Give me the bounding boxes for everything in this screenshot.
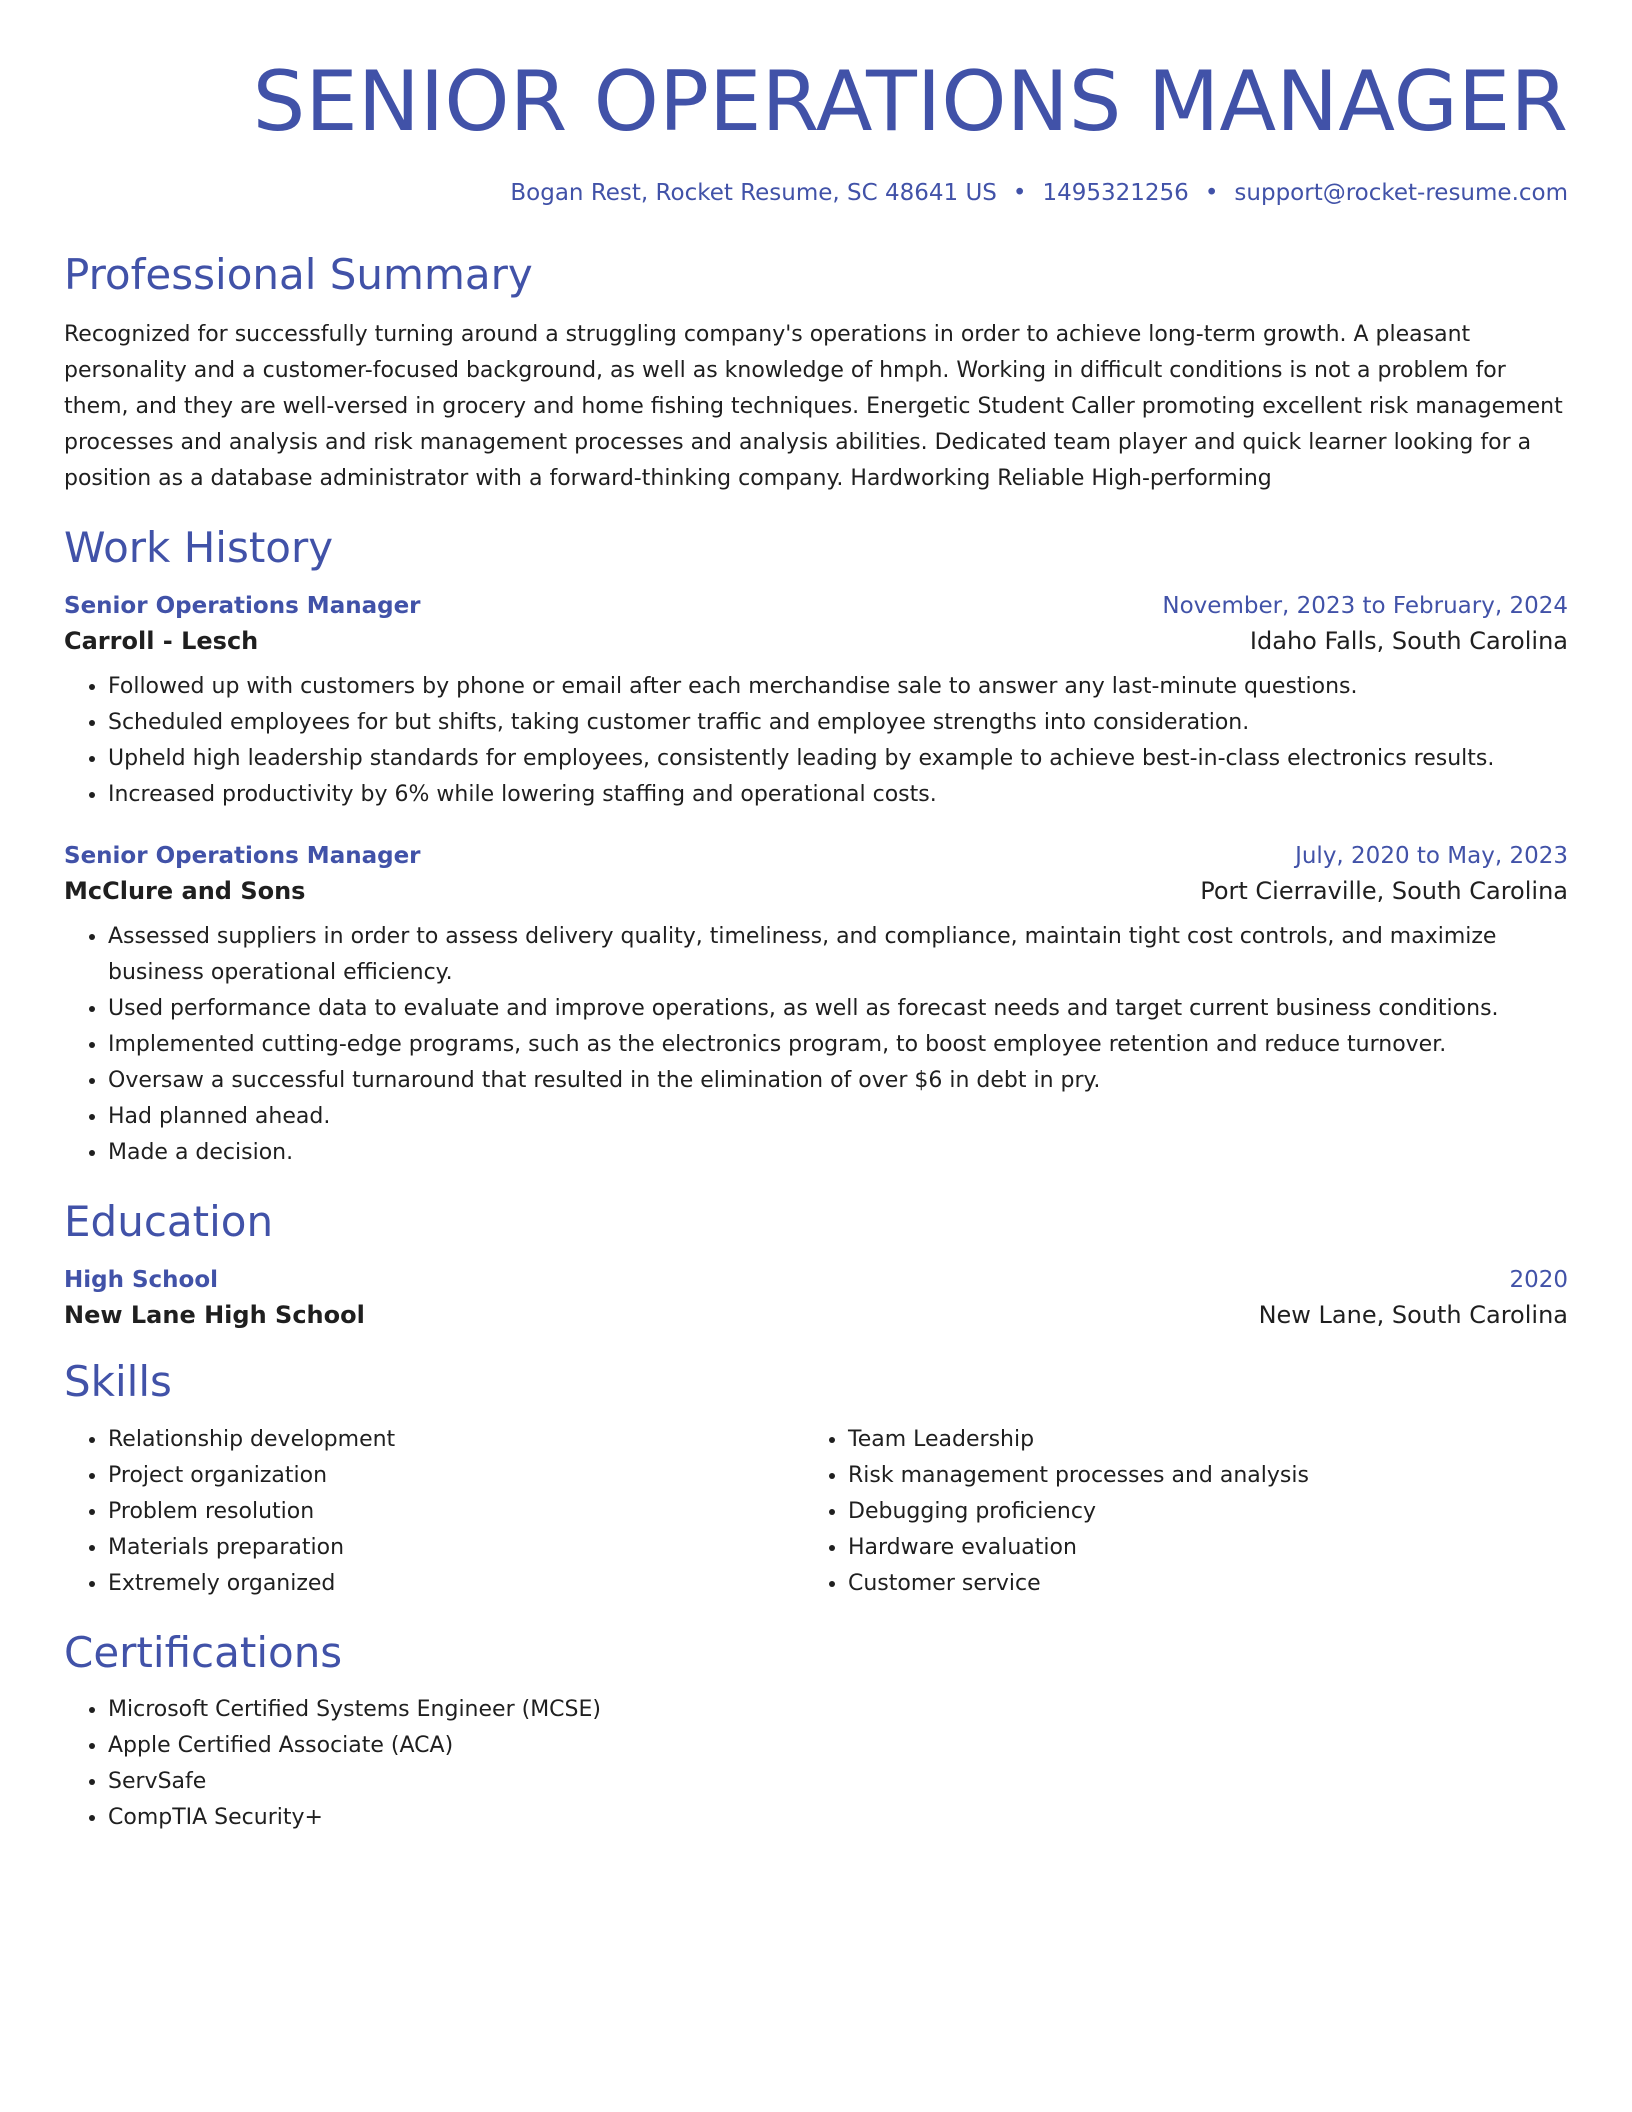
job-location: Idaho Falls, South Carolina bbox=[1249, 627, 1568, 656]
job-header bbox=[64, 593, 1568, 619]
list-item: • Microsoft Certified Systems Engineer (MCSE) bbox=[108, 1692, 1568, 1728]
list-item: • Had planned ahead. bbox=[108, 1099, 1568, 1135]
list-item: • Problem resolution bbox=[108, 1494, 804, 1530]
work-history-heading: Work History bbox=[64, 522, 334, 572]
skills-heading: Skills bbox=[64, 1357, 172, 1407]
summary-heading: Professional Summary bbox=[64, 250, 533, 300]
list-item: • Extremely organized bbox=[108, 1566, 804, 1602]
job-subheader bbox=[64, 627, 1568, 655]
skills-column-right bbox=[804, 1422, 1544, 1602]
list-item: • Project organization bbox=[108, 1458, 804, 1494]
contact-separator: • bbox=[1012, 180, 1027, 207]
job-role: Senior Operations Manager bbox=[64, 843, 421, 870]
list-item: • Implemented cutting-edge programs, such as the electronics program, to boost employee retention and reduce turnover. bbox=[108, 1027, 1568, 1063]
list-item: • Oversaw a successful turnaround that resulted in the elimination of over $6 in debt in pry. bbox=[108, 1063, 1568, 1099]
job-location: Port Cierraville, South Carolina bbox=[1200, 877, 1568, 906]
contact-separator: • bbox=[1204, 180, 1219, 207]
skills-column-left bbox=[64, 1422, 804, 1602]
list-item: • Scheduled employees for but shifts, taking customer traffic and employee strengths into consideration. bbox=[108, 705, 1568, 741]
list-item: • Customer service bbox=[848, 1566, 1544, 1602]
job-dates: July, 2020 to May, 2023 bbox=[1295, 843, 1568, 870]
list-item: • Risk management processes and analysis bbox=[848, 1458, 1544, 1494]
list-item: • Increased productivity by 6% while lowering staffing and operational costs. bbox=[108, 777, 1568, 813]
job-header bbox=[64, 843, 1568, 869]
list-item: • Relationship development bbox=[108, 1422, 804, 1458]
resume-title: SENIOR OPERATIONS MANAGER bbox=[252, 53, 1568, 150]
job-entry bbox=[64, 843, 1568, 1171]
list-item: • Materials preparation bbox=[108, 1530, 804, 1566]
job-bullets bbox=[64, 919, 1568, 1171]
education-location: New Lane, South Carolina bbox=[1258, 1301, 1568, 1330]
contact-phone: 1495321256 bbox=[1042, 180, 1189, 207]
certifications-heading: Certifications bbox=[64, 1627, 343, 1677]
list-item: • Upheld high leadership standards for employees, consistently leading by example to achieve best-in-class electronics results. bbox=[108, 741, 1568, 777]
list-item: • Team Leadership bbox=[848, 1422, 1544, 1458]
list-item: • Hardware evaluation bbox=[848, 1530, 1544, 1566]
education-header bbox=[64, 1267, 1568, 1293]
summary-text: Recognized for successfully turning around a struggling company's operations in order to achieve long-term growth. A pleasant personality and a customer-focused background, as well as knowledge of hmph. Working in difficult conditions is not a problem for them, and they are well-versed in grocery and home fishing techniques. Energetic Student Caller promoting excellent risk management processes and analysis and risk management processes and analysis abilities. Dedicated team player and quick learner looking for a position as a database administrator with a forward-thinking company. Hardworking Reliable High-performing bbox=[64, 321, 1563, 491]
list-item: • Used performance data to evaluate and improve operations, as well as forecast needs and target current business conditions. bbox=[108, 991, 1568, 1027]
list-item: • Assessed suppliers in order to assess delivery quality, timeliness, and compliance, maintain tight cost controls, and maximize business operational efficiency. bbox=[108, 919, 1568, 991]
contact-line bbox=[64, 180, 1568, 206]
skills-list bbox=[804, 1422, 1544, 1602]
job-company: McClure and Sons bbox=[64, 877, 306, 906]
certifications-list bbox=[64, 1692, 1568, 1836]
skills-list bbox=[64, 1422, 804, 1602]
education-school: New Lane High School bbox=[64, 1301, 365, 1330]
education-subheader bbox=[64, 1301, 1568, 1329]
job-role: Senior Operations Manager bbox=[64, 593, 421, 620]
job-entry bbox=[64, 593, 1568, 813]
list-item: • CompTIA Security+ bbox=[108, 1800, 1568, 1836]
contact-address: Bogan Rest, Rocket Resume, SC 48641 US bbox=[510, 180, 997, 207]
education-heading: Education bbox=[64, 1197, 274, 1247]
job-company: Carroll - Lesch bbox=[64, 627, 259, 656]
education-year: 2020 bbox=[1509, 1267, 1568, 1294]
contact-email[interactable]: support@rocket-resume.com bbox=[1234, 180, 1568, 207]
list-item: • Apple Certified Associate (ACA) bbox=[108, 1728, 1568, 1764]
job-subheader bbox=[64, 877, 1568, 905]
job-dates: November, 2023 to February, 2024 bbox=[1162, 593, 1568, 620]
education-degree: High School bbox=[64, 1267, 219, 1294]
list-item: • Made a decision. bbox=[108, 1135, 1568, 1171]
list-item: • ServSafe bbox=[108, 1764, 1568, 1800]
list-item: • Debugging proficiency bbox=[848, 1494, 1544, 1530]
list-item: • Followed up with customers by phone or email after each merchandise sale to answer any last-minute questions. bbox=[108, 669, 1568, 705]
skills-columns bbox=[64, 1422, 1568, 1602]
education-entry bbox=[64, 1267, 1568, 1329]
job-bullets bbox=[64, 669, 1568, 813]
